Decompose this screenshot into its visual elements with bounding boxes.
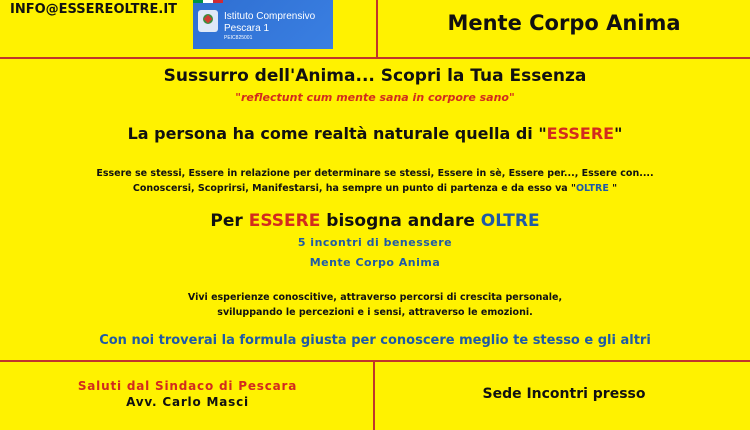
slogan-part-2: bisogna andare: [320, 211, 481, 231]
republic-emblem-icon: [198, 10, 218, 32]
slogan: [0, 211, 750, 231]
venue-label: Sede Incontri presso: [482, 386, 646, 402]
logo-line-1: Istituto Comprensivo: [224, 11, 316, 22]
subtitle-incontri: 5 incontri di benessere: [297, 236, 453, 249]
paragraph-essere-line-2: [0, 181, 750, 196]
main-heading: Sussurro dell'Anima... Scopri la Tua Essenza: [163, 66, 587, 86]
paragraph-essere: [0, 166, 750, 196]
flag-stripes: [193, 0, 223, 3]
paragraph-esperienze-line-2: sviluppando le percezioni e i sensi, attraverso le emozioni.: [217, 307, 533, 318]
paragraph-esperienze-line-1: Vivi esperienze conoscitive, attraverso percorsi di crescita personale,: [187, 292, 563, 303]
paragraph-essere-line-1: Essere se stessi, Essere in relazione per determinare se stessi, Essere in sè, Essere per..., Essere con....: [96, 168, 654, 179]
header-title: Mente Corpo Anima: [447, 11, 681, 35]
slogan-oltre: OLTRE: [480, 211, 540, 231]
school-logo: [193, 0, 333, 49]
slogan-essere: ESSERE: [248, 211, 321, 231]
slogan-part-1: Per: [210, 211, 249, 231]
bottom-divider: [0, 360, 750, 362]
mayor-name: Avv. Carlo Masci: [126, 395, 249, 409]
paragraph-essere-line-2-end: ": [608, 183, 618, 194]
paragraph-esperienze: [0, 290, 750, 320]
oltre-highlight: OLTRE: [575, 183, 609, 194]
statement-highlight: ESSERE: [546, 124, 615, 143]
motto: "reflectunt cum mente sana in corpore sano": [235, 91, 515, 104]
logo-line-2: Pescara 1: [224, 23, 270, 34]
statement-before: La persona ha come realtà naturale quella di ": [127, 124, 547, 143]
statement-after: ": [614, 124, 623, 143]
top-divider: [0, 57, 750, 59]
closing-line: Con noi troverai la formula giusta per conoscere meglio te stesso e gli altri: [99, 333, 651, 348]
statement: [0, 124, 750, 143]
email-link[interactable]: INFO@ESSEREOLTRE.IT: [10, 2, 178, 17]
subtitle-mente-corpo-anima: Mente Corpo Anima: [309, 256, 441, 269]
mayor-greeting: Saluti dal Sindaco di Pescara: [77, 379, 298, 393]
paragraph-essere-line-2-text: Conoscersi, Scoprirsi, Manifestarsi, ha sempre un punto di partenza e da esso va ": [132, 183, 576, 194]
logo-line-3: PEIC825001: [224, 35, 253, 41]
